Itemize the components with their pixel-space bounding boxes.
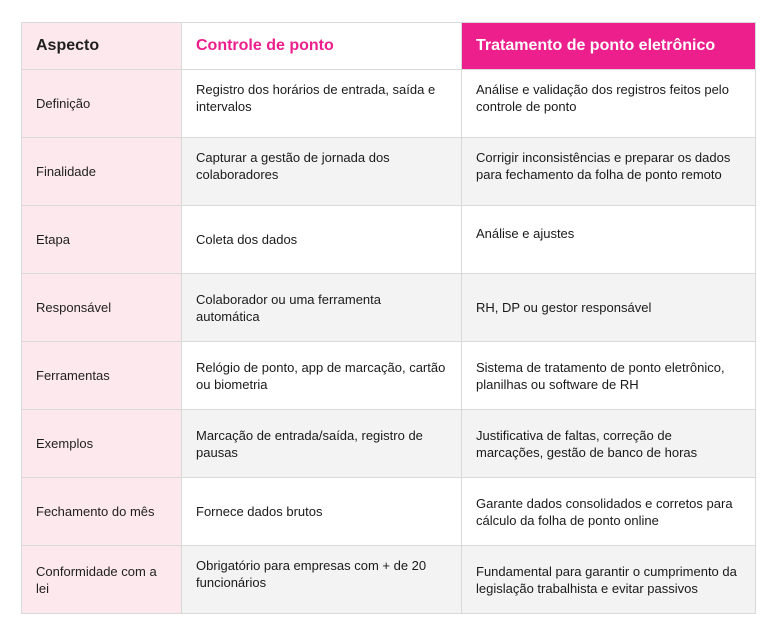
table-row bbox=[22, 478, 756, 546]
row-tratamento-text: Corrigir inconsistências e preparar os dados para fechamento da folha de ponto remoto bbox=[476, 149, 731, 182]
row-tratamento-cell bbox=[462, 342, 756, 410]
table-header-row bbox=[22, 23, 756, 70]
table-row bbox=[22, 410, 756, 478]
table-row bbox=[22, 274, 756, 342]
row-controle-cell bbox=[182, 206, 462, 274]
header-controle-de-ponto: Controle de ponto bbox=[182, 23, 462, 70]
row-tratamento-text: Fundamental para garantir o cumprimento da legislação trabalhista e evitar passivos bbox=[476, 563, 737, 596]
row-controle-text: Registro dos horários de entrada, saída e intervalos bbox=[196, 81, 436, 114]
row-controle-text: Obrigatório para empresas com + de 20 funcionários bbox=[196, 557, 427, 590]
table-row bbox=[22, 206, 756, 274]
row-tratamento-text: Garante dados consolidados e corretos para cálculo da folha de ponto online bbox=[476, 495, 733, 528]
row-controle-cell bbox=[182, 70, 462, 138]
row-aspecto-cell: Exemplos bbox=[22, 410, 182, 478]
row-controle-text: Colaborador ou uma ferramenta automática bbox=[196, 291, 381, 324]
row-tratamento-cell bbox=[462, 478, 756, 546]
row-tratamento-text: Análise e ajustes bbox=[476, 226, 575, 241]
table-row bbox=[22, 342, 756, 410]
header-tratamento-de-ponto: Tratamento de ponto eletrônico bbox=[462, 23, 756, 70]
row-controle-cell bbox=[182, 410, 462, 478]
row-controle-text: Fornece dados brutos bbox=[196, 504, 323, 519]
row-aspecto-cell: Fechamento do mês bbox=[22, 478, 182, 546]
row-aspecto-cell: Conformidade com a lei bbox=[22, 546, 182, 614]
row-aspecto-cell: Responsável bbox=[22, 274, 182, 342]
row-controle-cell bbox=[182, 274, 462, 342]
row-controle-cell bbox=[182, 546, 462, 614]
row-aspecto-cell: Finalidade bbox=[22, 138, 182, 206]
comparison-table-container bbox=[21, 22, 755, 614]
row-tratamento-text: Justificativa de faltas, correção de marcações, gestão de banco de horas bbox=[476, 427, 698, 460]
table-row bbox=[22, 70, 756, 138]
row-tratamento-cell bbox=[462, 70, 756, 138]
row-controle-text: Marcação de entrada/saída, registro de pausas bbox=[196, 427, 423, 460]
row-tratamento-text: Análise e validação dos registros feitos pelo controle de ponto bbox=[476, 81, 729, 114]
row-controle-cell bbox=[182, 478, 462, 546]
row-tratamento-cell bbox=[462, 546, 756, 614]
table-row bbox=[22, 546, 756, 614]
row-controle-text: Relógio de ponto, app de marcação, cartão ou biometria bbox=[196, 359, 446, 392]
row-controle-text: Capturar a gestão de jornada dos colaboradores bbox=[196, 149, 390, 182]
table-row bbox=[22, 138, 756, 206]
row-controle-cell bbox=[182, 138, 462, 206]
comparison-table bbox=[21, 22, 756, 614]
row-controle-text: Coleta dos dados bbox=[196, 232, 298, 247]
row-tratamento-cell bbox=[462, 274, 756, 342]
row-tratamento-text: RH, DP ou gestor responsável bbox=[476, 300, 652, 315]
row-aspecto-cell: Etapa bbox=[22, 206, 182, 274]
row-tratamento-cell bbox=[462, 410, 756, 478]
row-tratamento-cell bbox=[462, 206, 756, 274]
row-tratamento-text: Sistema de tratamento de ponto eletrônico, planilhas ou software de RH bbox=[476, 359, 725, 392]
row-aspecto-cell: Definição bbox=[22, 70, 182, 138]
row-controle-cell bbox=[182, 342, 462, 410]
row-tratamento-cell bbox=[462, 138, 756, 206]
row-aspecto-cell: Ferramentas bbox=[22, 342, 182, 410]
header-aspecto: Aspecto bbox=[22, 23, 182, 70]
